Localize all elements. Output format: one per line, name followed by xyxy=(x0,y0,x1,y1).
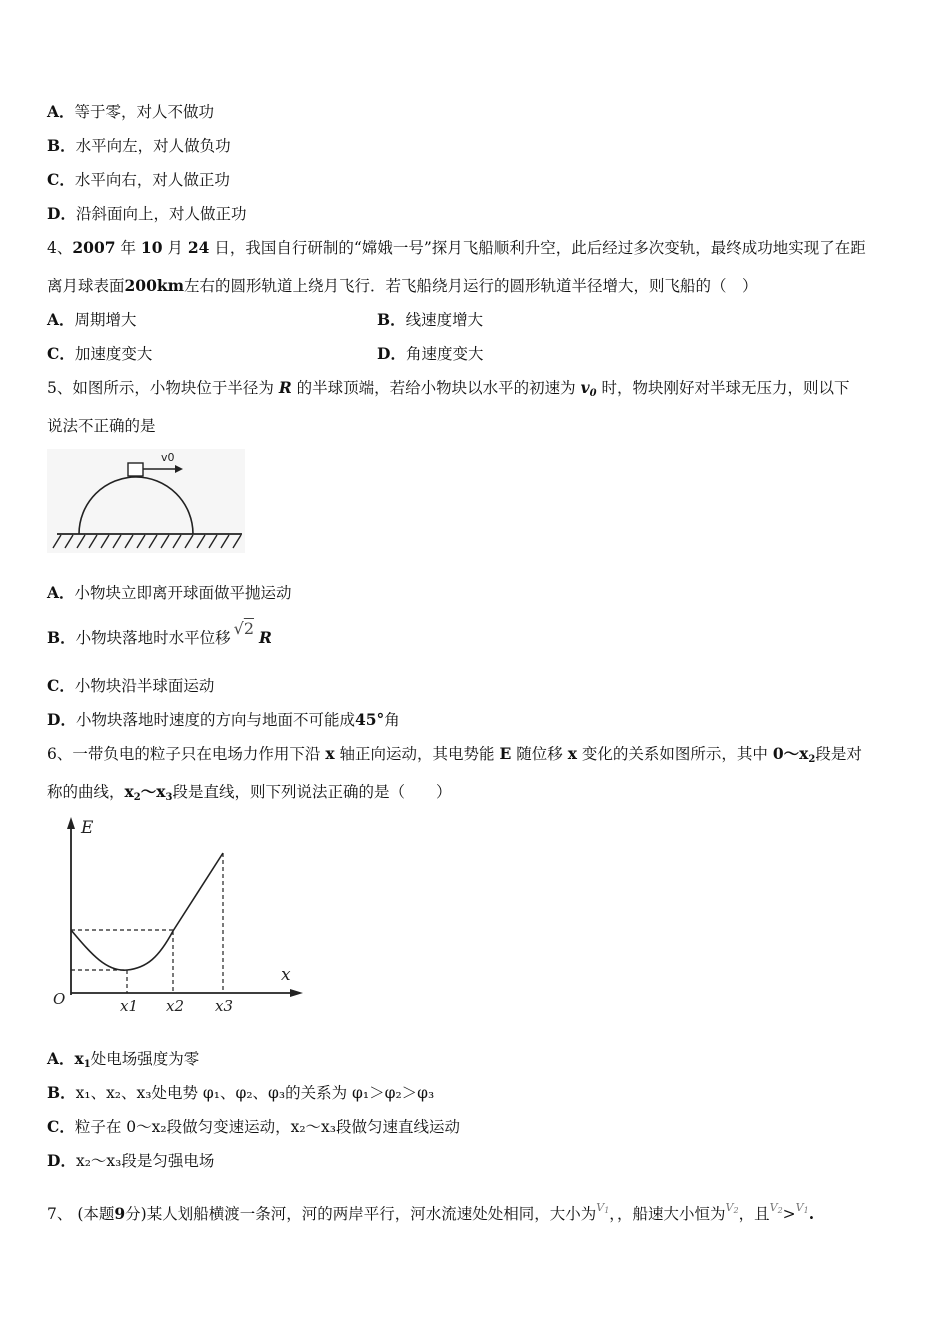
option-letter: B． xyxy=(47,628,76,647)
text: 随位移 xyxy=(516,745,563,763)
option-text: 周期增大 xyxy=(74,311,137,329)
option-letter: B． xyxy=(377,310,406,329)
v1-symbol xyxy=(596,1201,609,1214)
option-text: 小物块立即离开球面做平抛运动 xyxy=(74,584,292,602)
month: 10 xyxy=(140,238,163,257)
day: 24 xyxy=(187,238,210,257)
option-letter: C． xyxy=(47,1117,75,1136)
question-number: 6、 xyxy=(47,745,73,763)
q3-option-b xyxy=(47,136,231,156)
period: . xyxy=(808,1204,815,1223)
text: 分)某人划船横渡一条河，河的两岸平行，河水流速处处相同，大小为 xyxy=(125,1205,597,1223)
x-symbol: x xyxy=(567,744,577,763)
q4-option-c xyxy=(47,344,152,364)
x: x xyxy=(156,782,166,801)
q5-stem-line1 xyxy=(47,378,850,404)
question-number: 4、 xyxy=(47,239,73,257)
q3-option-a xyxy=(47,102,214,122)
e-symbol: E xyxy=(499,744,512,763)
text: 日，我国自行研制的“嫦娥一号”探月飞船顺利升空，此后经过多次变轨，最终成功地实现了在距 xyxy=(214,239,866,257)
q4-option-d xyxy=(377,344,483,364)
q4-option-a xyxy=(47,310,137,330)
option-letter: D． xyxy=(47,1151,76,1170)
q5-option-a xyxy=(47,583,292,603)
x-axis-label: x xyxy=(281,965,291,985)
origin-label: O xyxy=(53,990,66,1008)
q5-option-b xyxy=(47,619,272,648)
option-text: 小物块落地时水平位移 xyxy=(75,629,231,647)
energy-position-graph xyxy=(47,815,309,1020)
option-text: 加速度变大 xyxy=(74,345,153,363)
v2-symbol xyxy=(770,1201,783,1214)
text: 月 xyxy=(167,239,183,257)
q5-stem-line2: 说法不正确的是 xyxy=(47,417,156,435)
option-text: 小物块落地时速度的方向与地面不可能成 xyxy=(75,711,355,729)
option-letter: C． xyxy=(47,170,75,189)
option-letter: A． xyxy=(47,583,75,602)
q3-option-d xyxy=(47,204,246,224)
v1-symbol xyxy=(796,1201,809,1214)
option-letter: A． xyxy=(47,310,75,329)
x1-label: x1 xyxy=(120,997,139,1015)
subscript: 1 xyxy=(83,1059,91,1070)
v: V xyxy=(725,1201,734,1214)
subscript: 3 xyxy=(165,792,173,803)
subscript: 1 xyxy=(803,1206,809,1215)
small-block xyxy=(128,463,143,476)
option-letter: A． xyxy=(47,1049,75,1068)
q4-stem-line1 xyxy=(47,238,866,258)
option-text: 角速度变大 xyxy=(405,345,484,363)
question-number: 7、 xyxy=(47,1205,73,1223)
option-letter: C． xyxy=(47,344,75,363)
subscript: 2 xyxy=(133,792,141,803)
text: 如图所示，小物块位于半径为 xyxy=(72,379,274,397)
option-text: 粒子在 0～x₂段做匀变速运动，x₂～x₃段做匀速直线运动 xyxy=(74,1118,460,1136)
q6-option-d xyxy=(47,1151,214,1171)
x3-label: x3 xyxy=(215,997,234,1015)
hemisphere-figure xyxy=(47,449,245,553)
v: V xyxy=(795,1201,804,1214)
velocity-symbol xyxy=(581,378,597,397)
text: 的半球顶端，若给小物块以水平的初速为 xyxy=(296,379,576,397)
angle-value: 45° xyxy=(354,710,385,729)
option-text: 水平向左，对人做负功 xyxy=(75,137,231,155)
radius-symbol: R xyxy=(278,378,292,397)
graph-background xyxy=(47,815,309,1020)
radius-symbol: R xyxy=(258,628,272,647)
v2-symbol xyxy=(726,1201,739,1214)
range-expression xyxy=(125,782,173,801)
q7-stem xyxy=(47,1198,814,1224)
option-letter: C． xyxy=(47,676,75,695)
text: 变化的关系如图所示，其中 xyxy=(581,745,768,763)
text: (本题 xyxy=(77,1205,115,1223)
q4-option-b xyxy=(377,310,483,330)
q6-stem-line2 xyxy=(47,782,451,808)
x-symbol: x xyxy=(325,744,335,763)
q3-option-c xyxy=(47,170,230,190)
q6-option-a xyxy=(47,1049,199,1075)
text: 时，物块刚好对半球无压力，则以下 xyxy=(601,379,850,397)
option-letter: D． xyxy=(377,344,406,363)
text: 左右的圆形轨道上绕月飞行．若飞船绕月运行的圆形轨道半径增大，则飞船的（ ） xyxy=(184,277,758,295)
option-text: 小物块沿半球面运动 xyxy=(74,677,215,695)
q4-stem-line2 xyxy=(47,276,758,296)
text: 离月球表面 xyxy=(47,277,125,295)
v: V xyxy=(596,1201,605,1214)
option-letter: D． xyxy=(47,204,76,223)
text: 轴正向运动，其电势能 xyxy=(339,745,495,763)
subscript: 2 xyxy=(733,1206,739,1215)
option-letter: D． xyxy=(47,710,76,729)
option-text: x₂～x₃段是匀强电场 xyxy=(75,1152,215,1170)
q6-option-b xyxy=(47,1083,434,1103)
score: 9 xyxy=(114,1204,126,1223)
distance: 200km xyxy=(124,276,185,295)
option-text: 水平向右，对人做正功 xyxy=(74,171,230,189)
option-letter: B． xyxy=(47,1083,76,1102)
x: x xyxy=(124,782,134,801)
greater-than: > xyxy=(782,1205,796,1223)
x2-label: x2 xyxy=(166,997,185,1015)
option-text: 线速度增大 xyxy=(405,311,484,329)
option-text: x₁、x₂、x₃处电势 φ₁、φ₂、φ₃的关系为 φ₁＞φ₂＞φ₃ xyxy=(75,1084,435,1102)
sqrt-expression: √2 xyxy=(233,619,255,638)
text: 段是对 xyxy=(815,745,862,763)
subscript: 1 xyxy=(604,1206,610,1215)
question-number: 5、 xyxy=(47,379,73,397)
option-text: 等于零，对人不做功 xyxy=(74,103,215,121)
text: 一带负电的粒子只在电场力作用下沿 xyxy=(72,745,321,763)
x-symbol: x xyxy=(74,1049,84,1068)
text: ，且 xyxy=(738,1205,770,1223)
text: 年 xyxy=(120,239,136,257)
range: 0～x xyxy=(772,744,809,763)
subscript: 2 xyxy=(808,754,816,765)
tilde: ～ xyxy=(140,782,157,801)
option-letter: B． xyxy=(47,136,76,155)
v: v xyxy=(580,378,590,397)
option-letter: A． xyxy=(47,102,75,121)
text: 称的曲线， xyxy=(47,783,125,801)
option-text: 处电场强度为零 xyxy=(90,1050,200,1068)
q6-stem-line1 xyxy=(47,744,862,770)
text: 角 xyxy=(384,711,400,729)
v0-label: v0 xyxy=(161,451,175,464)
text: 段是直线，则下列说法正确的是（ ） xyxy=(172,783,452,801)
q5-option-c xyxy=(47,676,214,696)
range-expression xyxy=(773,744,816,763)
e-axis-label: E xyxy=(81,818,94,838)
v: V xyxy=(769,1201,778,1214)
subscript: 2 xyxy=(777,1206,783,1215)
year: 2007 xyxy=(72,238,116,257)
option-text: 沿斜面向上，对人做正功 xyxy=(75,205,247,223)
subscript: 0 xyxy=(589,388,597,399)
q6-option-c xyxy=(47,1117,460,1137)
text: ，，船速大小恒为 xyxy=(609,1205,726,1223)
q5-option-d xyxy=(47,710,400,730)
radicand: 2 xyxy=(243,619,255,638)
